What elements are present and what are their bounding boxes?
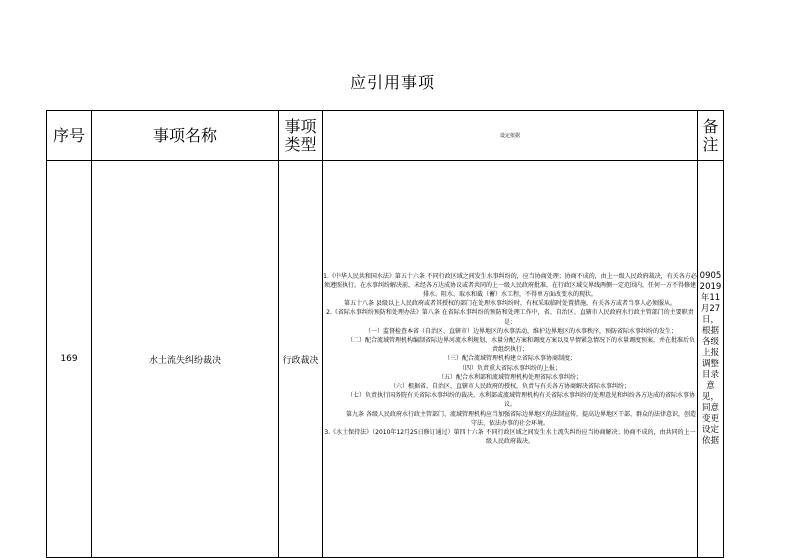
header-name: 事项名称	[92, 111, 279, 161]
basis-paragraph: （一）监督检查本省（自治区、直辖市）边界地区的水事活动，维护边界地区的水事秩序，预防省际水事纠纷的发生；	[364, 327, 677, 335]
basis-paragraph: （五）配合水利部和流域管理机构处理省际水事纠纷；	[437, 373, 582, 381]
items-table	[46, 110, 724, 558]
page-title: 应引用事项	[349, 73, 435, 92]
row-basis	[323, 161, 698, 558]
header-type: 事项类型	[279, 111, 323, 161]
header-note: 备注	[698, 111, 724, 161]
basis-paragraph: （四）负责重大省际水事纠纷的上报；	[458, 364, 561, 372]
basis-paragraph: 第五十八条 县级以上人民政府或者其授权的部门在处理水事纠纷时，有权采取临时处置措施，有关各方或者当事人必须服从。	[344, 300, 676, 308]
basis-paragraph: （六）根据省、自治区、直辖市人民政府的授权，负责与有关各方协商解决省际水事纠纷；	[389, 383, 630, 390]
basis-paragraph: 3.《水土保持法》（2010年12月25日修订通过）第四十六条 不同行政区域之间发生水土流失纠纷应当协商解决；协商不成的，由共同的上一级人民政府裁决。	[324, 429, 696, 446]
table-row	[47, 161, 724, 558]
row-note: 09052019年11月27日，根据各级上报调整目录意见，同意变更设定依据	[698, 161, 724, 558]
table-header-row	[47, 111, 724, 161]
header-basis: 设定依据	[323, 111, 698, 161]
row-name: 水土流失纠纷裁决	[92, 161, 279, 558]
basis-paragraph: 1.《中华人民共和国水法》第五十六条 不同行政区域之间发生水事纠纷的，应当协商处理；协商不成的，由上一级人民政府裁决，有关各方必须遵照执行。在水事纠纷解决前，未经各方达成协议或者共同的上一级人民政府批准，在行政区域交界线两侧一定范围内，任何一方不得修建排水、阻水、取水和截（蓄）水工程，不得单方面改变水的现状。	[323, 272, 697, 298]
basis-text	[323, 272, 697, 447]
basis-paragraph: （三）配合流域管理机构建立省际水事协商制度；	[443, 355, 576, 363]
row-type: 行政裁决	[279, 161, 323, 558]
basis-paragraph: 2.《省际水事纠纷预防和处理办法》第八条 在省际水事纠纷的预防和处理工作中，省、自治区、直辖市人民政府水行政主管部门的主要职责是：	[326, 309, 694, 326]
row-seq: 169	[47, 161, 92, 558]
basis-paragraph: （二）配合流域管理机构编制省际边界河流水利规划、水量分配方案和调度方案以及旱情紧急情况下的水量调度预案，并在批准后负责组织执行；	[346, 336, 695, 354]
header-seq: 序号	[47, 111, 92, 161]
basis-paragraph: （七）负责执行国务院有关省际水事纠纷的裁决、水利部或流域管理机构有关省际水事纠纷的处理意见和纠纷各方达成的省际水事协议。	[346, 392, 695, 409]
basis-paragraph: 第九条 各级人民政府水行政主管部门、流域管理机构应当加强省际边界地区的法制宣传，提高边界地区干部、群众的法律意识，创造守法、依法办事的社会环境。	[346, 410, 696, 427]
